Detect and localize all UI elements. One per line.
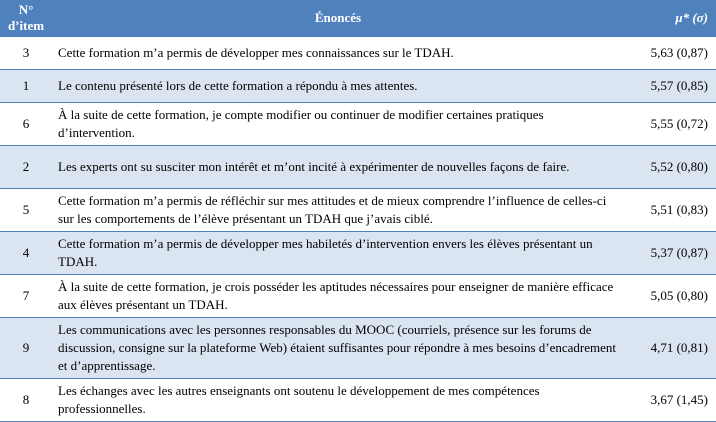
header-mean-sd: μ* (σ) [624,0,716,37]
statement-text: Cette formation m’a permis de développer mes connaissances sur le TDAH. [52,37,624,70]
table-row [0,37,716,70]
item-number: 5 [0,189,52,232]
table-row [0,70,716,103]
item-number: 2 [0,146,52,189]
mean-sd-value: 5,37 (0,87) [624,232,716,275]
table-row [0,189,716,232]
item-number: 7 [0,275,52,318]
mean-sd-value: 5,63 (0,87) [624,37,716,70]
item-number: 4 [0,232,52,275]
mean-sd-value: 5,51 (0,83) [624,189,716,232]
table-row [0,379,716,422]
header-item-number: N° d’item [0,0,52,37]
statement-text: Les échanges avec les autres enseignants ont soutenu le développement de mes compétences professionnelles. [52,379,624,422]
mean-sd-value: 5,57 (0,85) [624,70,716,103]
header-statements: Énoncés [52,0,624,37]
table-body [0,37,716,422]
statement-text: Le contenu présenté lors de cette formation a répondu à mes attentes. [52,70,624,103]
statement-text: À la suite de cette formation, je crois posséder les aptitudes nécessaires pour enseigner de manière efficace aux élèves présentant un TDAH. [52,275,624,318]
mean-sd-value: 5,05 (0,80) [624,275,716,318]
mean-sd-value: 5,55 (0,72) [624,103,716,146]
header-row [0,0,716,37]
item-number: 8 [0,379,52,422]
item-number: 1 [0,70,52,103]
table-row [0,103,716,146]
table-header [0,0,716,37]
item-number: 6 [0,103,52,146]
mean-sd-value: 3,67 (1,45) [624,379,716,422]
item-number: 3 [0,37,52,70]
statement-text: Cette formation m’a permis de développer mes habiletés d’intervention envers les élèves présentant un TDAH. [52,232,624,275]
mean-sd-value: 5,52 (0,80) [624,146,716,189]
statement-text: Les experts ont su susciter mon intérêt et m’ont incité à expérimenter de nouvelles façons de faire. [52,146,624,189]
statement-text: À la suite de cette formation, je compte modifier ou continuer de modifier certaines pratiques d’intervention. [52,103,624,146]
table-row [0,146,716,189]
mean-sd-value: 4,71 (0,81) [624,318,716,379]
table-row [0,318,716,379]
statement-text: Les communications avec les personnes responsables du MOOC (courriels, présence sur les forums de discussion, consigne sur la plateforme Web) étaient suffisantes pour répondre à mes besoins d’encadrement et d’apprentissage. [52,318,624,379]
table-row [0,232,716,275]
item-number: 9 [0,318,52,379]
table-row [0,275,716,318]
statement-text: Cette formation m’a permis de réfléchir sur mes attitudes et de mieux comprendre l’influence de celles-ci sur les comportements de l’élève présentant un TDAH que j’avais ciblé. [52,189,624,232]
